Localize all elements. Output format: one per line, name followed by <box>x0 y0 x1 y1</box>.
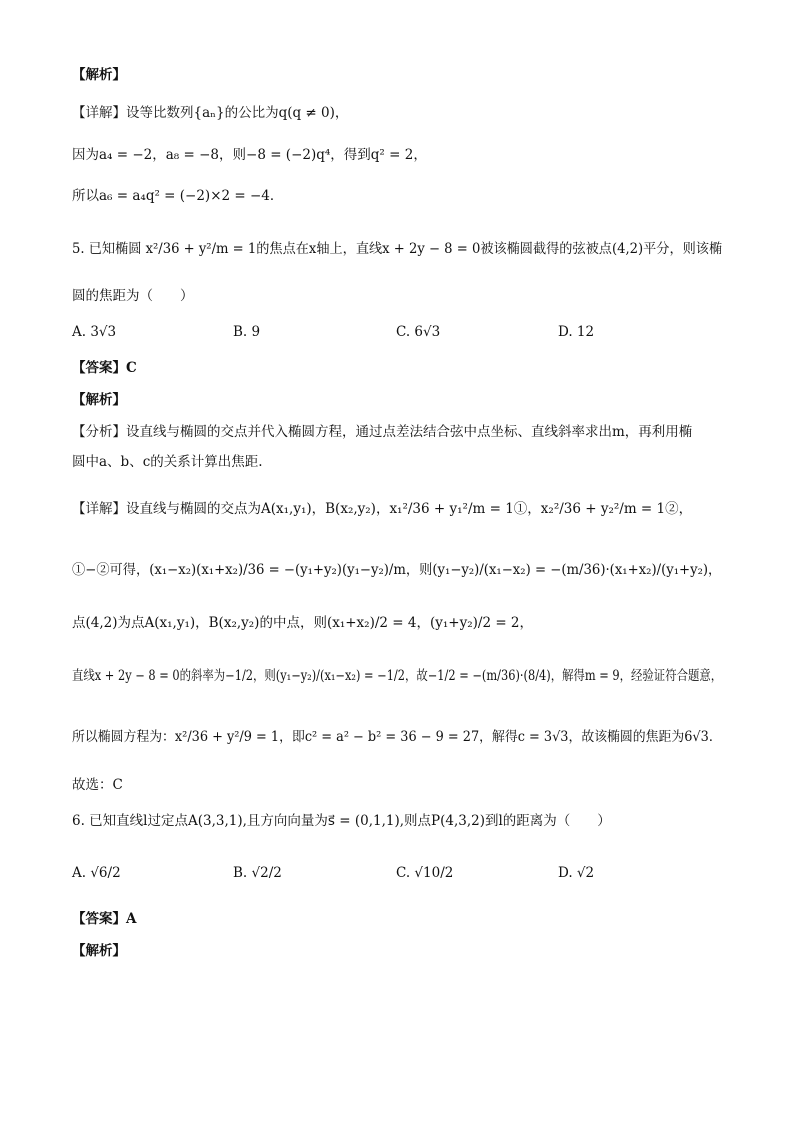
detail-line: 直线x + 2y − 8 = 0的斜率为−1/2，则(y₁−y₂)/(x₁−x₂) = −1/2，故−1/2 = −(m/36)·(8/4)，解得m = 9，经验证符合题意， <box>72 668 723 684</box>
detail-line: 【详解】设等比数列{aₙ}的公比为q(q ≠ 0)， <box>72 105 349 121</box>
analysis-heading: 【解析】 <box>72 67 126 83</box>
analysis-heading: 【解析】 <box>72 943 126 959</box>
q5-option-b: B. 9 <box>233 324 261 340</box>
q6-option-a: A. √6/2 <box>72 865 121 881</box>
q5-option-d: D. 12 <box>558 324 595 340</box>
detail-line: 点(4,2)为点A(x₁,y₁)，B(x₂,y₂)的中点，则(x₁+x₂)/2 = 4，(y₁+y₂)/2 = 2， <box>72 615 534 631</box>
q6-option-b: B. √2/2 <box>233 865 282 881</box>
question-5-stem-cont: 圆的焦距为（ ） <box>72 288 194 304</box>
detail-line: 所以椭圆方程为：x²/36 + y²/9 = 1，即c² = a² − b² = 36 − 9 = 27，解得c = 3√3，故该椭圆的焦距为6√3． <box>72 729 722 745</box>
answer-label: 【答案】A <box>72 911 137 927</box>
answer-label: 【答案】C <box>72 360 137 376</box>
q6-option-c: C. √10/2 <box>396 865 454 881</box>
analysis-line: 圆中a、b、c的关系计算出焦距. <box>72 454 263 470</box>
detail-line: ①−②可得，(x₁−x₂)(x₁+x₂)/36 = −(y₁+y₂)(y₁−y₂)/m，则(y₁−y₂)/(x₁−x₂) = −(m/36)·(x₁+x₂)/(y₁+y₂)， <box>72 562 722 578</box>
choice-line: 故选：C <box>72 777 123 793</box>
detail-line: 因为a₄ = −2，a₈ = −8，则−8 = (−2)q⁴，得到q² = 2， <box>72 147 427 163</box>
detail-line: 所以a₆ = a₄q² = (−2)×2 = −4． <box>72 188 284 204</box>
analysis-heading: 【解析】 <box>72 392 126 408</box>
q5-option-a: A. 3√3 <box>72 324 117 340</box>
analysis-line: 【分析】设直线与椭圆的交点并代入椭圆方程，通过点差法结合弦中点坐标、直线斜率求出m，再利用椭 <box>72 424 693 440</box>
q5-option-c: C. 6√3 <box>396 324 441 340</box>
q6-option-d: D. √2 <box>558 865 595 881</box>
question-5-stem: 5. 已知椭圆 x²/36 + y²/m = 1的焦点在x轴上，直线x + 2y − 8 = 0被该椭圆截得的弦被点(4,2)平分，则该椭 <box>72 241 723 257</box>
detail-line: 【详解】设直线与椭圆的交点为A(x₁,y₁)，B(x₂,y₂)，x₁²/36 + y₁²/m = 1①，x₂²/36 + y₂²/m = 1②， <box>72 501 693 517</box>
question-6-stem: 6. 已知直线l过定点A(3,3,1),且方向向量为s⃗ = (0,1,1),则点P(4,3,2)到l的距离为（ ） <box>72 813 611 829</box>
